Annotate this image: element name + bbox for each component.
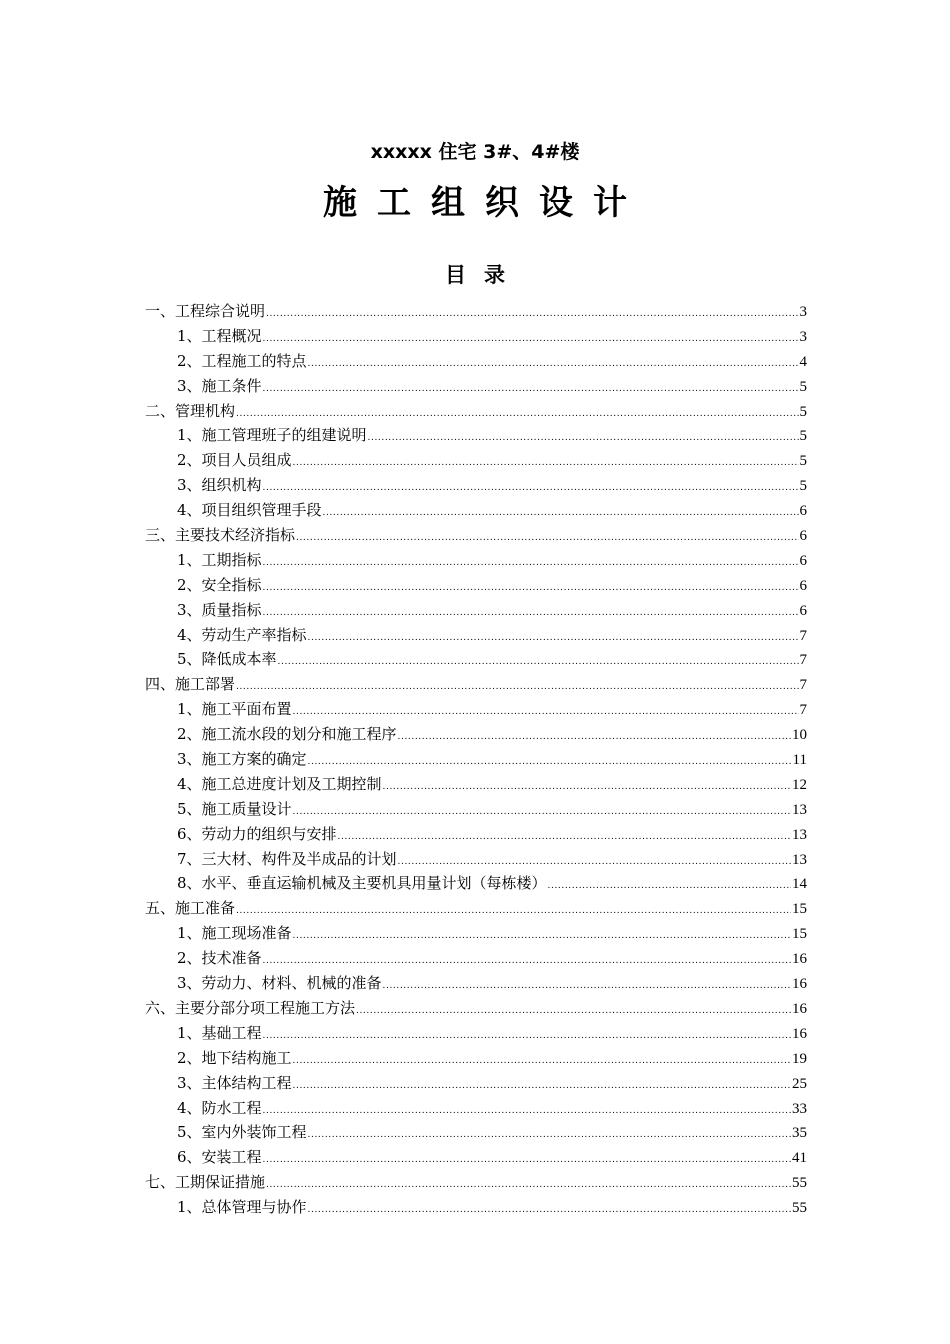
toc-entry-page-number: 55 <box>792 1200 807 1217</box>
toc-dot-leader <box>293 1049 791 1074</box>
toc-entry-label: 3、主体结构工程 <box>177 1073 292 1092</box>
toc-entry-label: 2、安全指标 <box>177 575 262 594</box>
toc-dot-leader <box>308 626 799 651</box>
toc-entry[interactable] <box>145 971 807 996</box>
toc-dot-leader <box>263 327 799 352</box>
toc-entry[interactable] <box>145 1071 807 1096</box>
toc-entry-label: 3、施工条件 <box>177 376 262 395</box>
toc-entry-page-number: 55 <box>792 1175 807 1192</box>
toc-entry[interactable] <box>145 747 807 772</box>
toc-entry-label: 五、施工准备 <box>145 899 236 918</box>
toc-dot-leader <box>263 1148 791 1173</box>
toc-entry[interactable] <box>145 896 807 921</box>
toc-dot-leader <box>308 352 799 377</box>
toc-dot-leader <box>263 551 799 576</box>
toc-entry[interactable] <box>145 946 807 971</box>
toc-entry-page-number: 6 <box>799 503 807 520</box>
toc-entry-page-number: 25 <box>792 1075 807 1092</box>
toc-dot-leader <box>236 675 798 700</box>
table-of-contents <box>145 299 807 1220</box>
toc-entry-label: 2、项目人员组成 <box>177 451 292 470</box>
toc-dot-leader <box>308 1123 791 1148</box>
toc-dot-leader <box>236 899 791 924</box>
toc-entry-page-number: 7 <box>799 652 807 669</box>
toc-entry-page-number: 13 <box>792 851 807 868</box>
toc-entry-page-number: 6 <box>799 528 807 545</box>
toc-dot-leader <box>308 1198 791 1223</box>
toc-entry-page-number: 5 <box>799 403 807 420</box>
toc-entry-label: 二、管理机构 <box>145 401 236 420</box>
toc-dot-leader <box>293 800 791 825</box>
toc-entry[interactable] <box>145 1120 807 1145</box>
toc-entry-label: 6、劳动力的组织与安排 <box>177 824 337 843</box>
toc-dot-leader <box>383 974 791 999</box>
toc-entry[interactable] <box>145 299 807 324</box>
toc-entry-label: 8、水平、垂直运输机械及主要机具用量计划（每栋楼） <box>177 874 547 893</box>
toc-dot-leader <box>266 1173 791 1198</box>
toc-entry-label: 3、组织机构 <box>177 476 262 495</box>
toc-entry-page-number: 3 <box>799 304 807 320</box>
toc-entry-page-number: 7 <box>799 702 807 719</box>
toc-entry[interactable] <box>145 847 807 872</box>
toc-dot-leader <box>356 999 791 1024</box>
toc-entry-label: 6、安装工程 <box>177 1148 262 1167</box>
toc-dot-leader <box>263 476 799 501</box>
toc-entry[interactable] <box>145 473 807 498</box>
toc-entry[interactable] <box>145 399 807 424</box>
toc-entry[interactable] <box>145 523 807 548</box>
toc-dot-leader <box>293 924 791 949</box>
toc-entry[interactable] <box>145 797 807 822</box>
toc-entry-page-number: 3 <box>799 328 807 345</box>
toc-entry[interactable] <box>145 573 807 598</box>
toc-entry-label: 1、施工现场准备 <box>177 924 292 943</box>
toc-dot-leader <box>263 1024 791 1049</box>
toc-entry-label: 2、工程施工的特点 <box>177 351 307 370</box>
toc-entry-label: 1、基础工程 <box>177 1023 262 1042</box>
toc-entry-label: 2、地下结构施工 <box>177 1048 292 1067</box>
toc-heading: 目录 <box>445 262 523 287</box>
toc-dot-leader <box>278 650 799 675</box>
toc-dot-leader <box>308 750 792 775</box>
toc-entry-label: 1、施工平面布置 <box>177 700 292 719</box>
toc-entry-page-number: 14 <box>792 876 807 893</box>
toc-entry[interactable] <box>145 697 807 722</box>
toc-entry-label: 3、施工方案的确定 <box>177 750 307 769</box>
toc-entry-page-number: 7 <box>799 677 807 694</box>
toc-dot-leader <box>383 775 791 800</box>
toc-entry[interactable] <box>145 1195 807 1220</box>
toc-dot-leader <box>398 850 791 875</box>
toc-entry-page-number: 41 <box>792 1150 807 1167</box>
toc-entry-page-number: 33 <box>792 1100 807 1117</box>
toc-entry-label: 1、工期指标 <box>177 550 262 569</box>
toc-entry-page-number: 4 <box>799 353 807 370</box>
toc-entry-label: 1、施工管理班子的组建说明 <box>177 426 367 445</box>
toc-entry-label: 2、技术准备 <box>177 949 262 968</box>
toc-entry[interactable] <box>145 448 807 473</box>
toc-entry[interactable] <box>145 548 807 573</box>
toc-entry-page-number: 13 <box>792 826 807 843</box>
toc-entry-page-number: 6 <box>799 577 807 594</box>
document-subtitle: xxxxx 住宅 3#、4#楼 <box>370 141 580 163</box>
toc-entry-label: 1、工程概况 <box>177 326 262 345</box>
toc-entry-label: 3、质量指标 <box>177 600 262 619</box>
toc-entry[interactable] <box>145 374 807 399</box>
toc-dot-leader <box>398 725 791 750</box>
toc-entry[interactable] <box>145 822 807 847</box>
toc-dot-leader <box>323 501 799 526</box>
toc-entry[interactable] <box>145 672 807 697</box>
toc-entry-label: 4、项目组织管理手段 <box>177 501 322 520</box>
toc-entry-page-number: 7 <box>799 627 807 644</box>
toc-entry-page-number: 16 <box>792 951 807 968</box>
toc-entry-label: 3、劳动力、材料、机械的准备 <box>177 974 382 993</box>
toc-dot-leader <box>368 426 799 451</box>
toc-dot-leader <box>293 1074 791 1099</box>
toc-entry-page-number: 5 <box>799 453 807 470</box>
toc-entry-page-number: 16 <box>792 1025 807 1042</box>
toc-entry-label: 5、室内外装饰工程 <box>177 1123 307 1142</box>
toc-entry[interactable] <box>145 996 807 1021</box>
toc-dot-leader <box>296 526 798 551</box>
toc-entry-page-number: 16 <box>792 976 807 993</box>
toc-entry[interactable] <box>145 1096 807 1121</box>
toc-entry[interactable] <box>145 722 807 747</box>
toc-entry-page-number: 15 <box>792 926 807 943</box>
toc-entry-label: 四、施工部署 <box>145 675 236 694</box>
toc-entry-page-number: 13 <box>792 801 807 818</box>
toc-entry-page-number: 19 <box>792 1050 807 1067</box>
toc-entry[interactable] <box>145 598 807 623</box>
toc-entry[interactable] <box>145 921 807 946</box>
toc-entry-label: 7、三大材、构件及半成品的计划 <box>177 849 397 868</box>
toc-dot-leader <box>548 874 791 899</box>
toc-entry-label: 一、工程综合说明 <box>145 302 266 320</box>
toc-entry-page-number: 12 <box>792 776 807 793</box>
toc-entry-label: 2、施工流水段的划分和施工程序 <box>177 725 397 744</box>
toc-dot-leader <box>236 402 798 427</box>
toc-entry-page-number: 5 <box>799 378 807 395</box>
toc-entry-page-number: 15 <box>792 901 807 918</box>
toc-entry[interactable] <box>145 623 807 648</box>
toc-entry[interactable] <box>145 423 807 448</box>
document-title: 施工组织设计 <box>323 183 647 223</box>
toc-entry-page-number: 35 <box>792 1125 807 1142</box>
toc-entry-label: 1、总体管理与协作 <box>177 1198 307 1217</box>
toc-entry[interactable] <box>145 349 807 374</box>
toc-entry-label: 5、降低成本率 <box>177 650 277 669</box>
toc-entry[interactable] <box>145 498 807 523</box>
toc-dot-leader <box>266 302 798 327</box>
toc-dot-leader <box>263 1099 791 1124</box>
toc-entry-label: 七、工期保证措施 <box>145 1173 266 1192</box>
toc-dot-leader <box>263 949 791 974</box>
toc-entry[interactable] <box>145 1021 807 1046</box>
toc-entry-page-number: 6 <box>799 552 807 569</box>
toc-entry-page-number: 16 <box>792 1000 807 1017</box>
toc-entry[interactable] <box>145 1145 807 1170</box>
toc-dot-leader <box>338 825 791 850</box>
toc-dot-leader <box>293 451 799 476</box>
toc-entry-page-number: 11 <box>792 752 807 769</box>
toc-entry-label: 4、防水工程 <box>177 1098 262 1117</box>
toc-entry-label: 4、施工总进度计划及工期控制 <box>177 774 382 793</box>
toc-entry[interactable] <box>145 647 807 672</box>
toc-entry[interactable] <box>145 772 807 797</box>
toc-entry-page-number: 5 <box>799 478 807 495</box>
toc-entry-page-number: 5 <box>799 428 807 445</box>
toc-dot-leader <box>263 377 799 402</box>
toc-dot-leader <box>263 601 799 626</box>
toc-entry-page-number: 6 <box>799 602 807 619</box>
toc-entry-label: 5、施工质量设计 <box>177 799 292 818</box>
toc-entry-label: 六、主要分部分项工程施工方法 <box>145 998 356 1017</box>
toc-entry[interactable] <box>145 1046 807 1071</box>
toc-entry-label: 三、主要技术经济指标 <box>145 526 296 545</box>
toc-entry-page-number: 10 <box>792 727 807 744</box>
toc-dot-leader <box>293 700 799 725</box>
toc-entry[interactable] <box>145 324 807 349</box>
toc-entry[interactable] <box>145 1170 807 1195</box>
toc-entry-label: 4、劳动生产率指标 <box>177 625 307 644</box>
toc-entry[interactable] <box>145 871 807 896</box>
toc-dot-leader <box>263 576 799 601</box>
